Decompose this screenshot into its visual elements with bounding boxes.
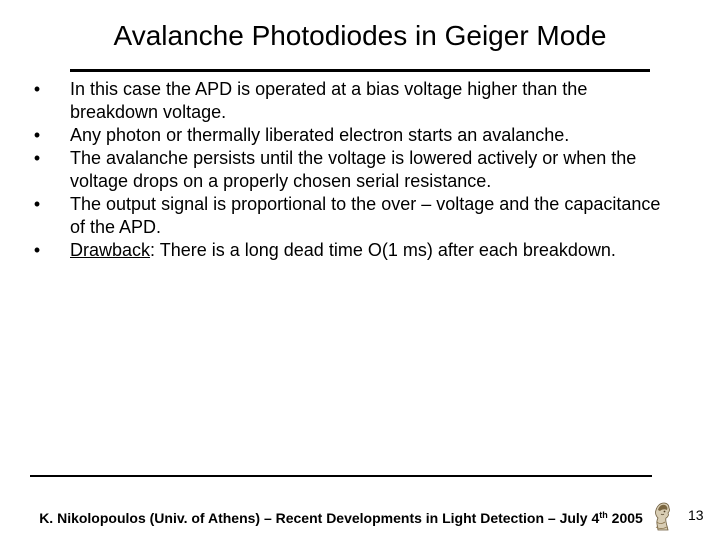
footer-year: 2005 <box>607 510 643 526</box>
bullet-list <box>30 78 670 262</box>
bullet-marker: • <box>33 240 41 260</box>
bullet-text-5 <box>70 240 616 260</box>
footer-text-main: K. Nikolopoulos (Univ. of Athens) – Recent Developments in Light Detection – July 4 <box>39 510 600 526</box>
drawback-text: : There is a long dead time O(1 ms) after each breakdown. <box>150 240 616 260</box>
bullet-marker: • <box>33 148 41 168</box>
slide-title: Avalanche Photodiodes in Geiger Mode <box>113 20 607 51</box>
bullet-text-2: Any photon or thermally liberated electron starts an avalanche. <box>70 125 570 145</box>
footer-divider <box>30 475 652 477</box>
footer-superscript: th <box>599 510 608 520</box>
bullet-item-2 <box>30 124 670 147</box>
bullet-item-4 <box>30 193 670 239</box>
bullet-item-1 <box>30 78 670 124</box>
page-number: 13 <box>688 507 704 523</box>
bullet-text-1: In this case the APD is operated at a bias voltage higher than the breakdown voltage. <box>70 79 588 122</box>
drawback-label: Drawback <box>70 240 151 260</box>
bullet-item-5 <box>30 239 670 262</box>
athena-head-icon <box>650 500 674 534</box>
bullet-marker: • <box>33 194 41 214</box>
bullet-marker: • <box>33 79 41 99</box>
footer-citation <box>30 509 652 527</box>
bullet-text-3: The avalanche persists until the voltage is lowered actively or when the voltage drops on a properly chosen serial resistance. <box>70 148 637 191</box>
bullet-marker: • <box>33 125 41 145</box>
bullet-text-4: The output signal is proportional to the over – voltage and the capacitance of the APD. <box>70 194 661 237</box>
bullet-item-3 <box>30 147 670 193</box>
title-underline-divider <box>70 69 650 72</box>
